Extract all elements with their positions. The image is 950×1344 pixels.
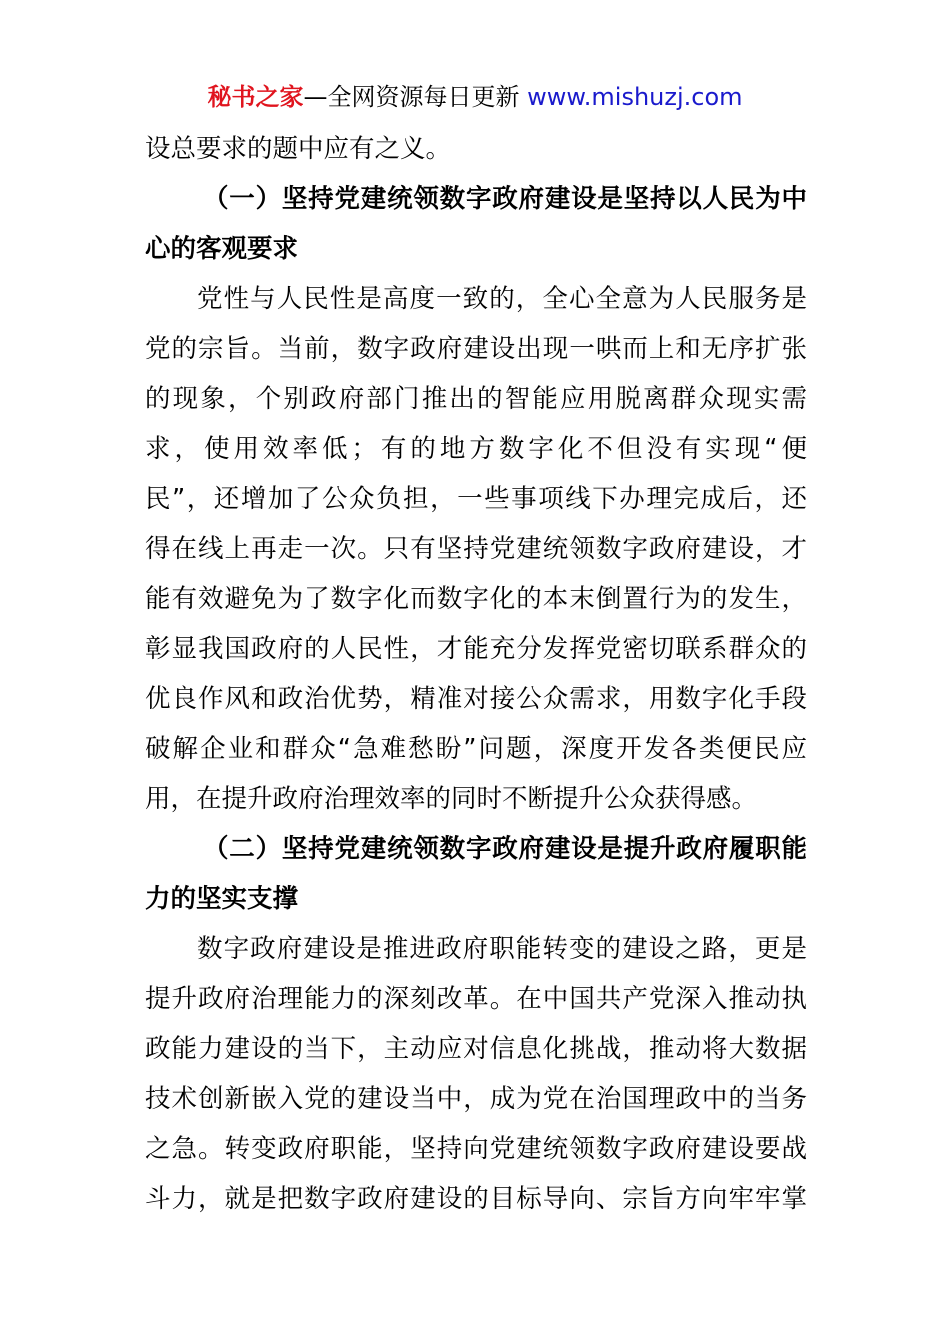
paragraph-line: 能有效避免为了数字化而数字化的本末倒置行为的发生，: [145, 584, 807, 614]
paragraph-line: 党的宗旨。当前，数字政府建设出现一哄而上和无序扩张: [145, 334, 807, 364]
paragraph-line: 求，使用效率低；有的地方数字化不但没有实现“便: [145, 434, 807, 464]
paragraph-line: 优良作风和政治优势，精准对接公众需求，用数字化手段: [145, 684, 807, 714]
paragraph-line: 破解企业和群众“急难愁盼”问题，深度开发各类便民应: [145, 734, 807, 764]
site-brand: 秘书之家: [207, 83, 304, 111]
section-heading-line: （二）坚持党建统领数字政府建设是提升政府履职能: [203, 834, 807, 864]
site-url-link[interactable]: www.mishuzj.com: [527, 83, 743, 111]
paragraph-line: 彰显我国政府的人民性，才能充分发挥党密切联系群众的: [145, 634, 807, 664]
site-tagline: —全网资源每日更新: [303, 83, 520, 111]
paragraph-line: 得在线上再走一次。只有坚持党建统领数字政府建设，才: [145, 534, 807, 564]
section-heading-line: 心的客观要求: [145, 234, 299, 264]
paragraph-line: 民”，还增加了公众负担，一些事项线下办理完成后，还: [145, 484, 807, 514]
paragraph-line: 党性与人民性是高度一致的，全心全意为人民服务是: [197, 284, 807, 314]
paragraph-line: 数字政府建设是推进政府职能转变的建设之路，更是: [197, 934, 807, 964]
section-heading-line: 力的坚实支撑: [145, 884, 299, 914]
paragraph-line: 政能力建设的当下，主动应对信息化挑战，推动将大数据: [145, 1034, 807, 1064]
paragraph-line: 提升政府治理能力的深刻改革。在中国共产党深入推动执: [145, 984, 807, 1014]
document-body: [145, 124, 807, 1224]
site-header: [0, 80, 950, 114]
paragraph-line: 的现象，个别政府部门推出的智能应用脱离群众现实需: [145, 384, 807, 414]
paragraph-line: 斗力，就是把数字政府建设的目标导向、宗旨方向牢牢掌: [145, 1184, 807, 1214]
paragraph-line: 之急。转变政府职能，坚持向党建统领数字政府建设要战: [145, 1134, 807, 1164]
section-heading-line: （一）坚持党建统领数字政府建设是坚持以人民为中: [203, 184, 807, 214]
paragraph-line: 用，在提升政府治理效率的同时不断提升公众获得感。: [145, 784, 758, 814]
paragraph-line: 设总要求的题中应有之义。: [145, 134, 452, 164]
paragraph-line: 技术创新嵌入党的建设当中，成为党在治国理政中的当务: [145, 1084, 807, 1114]
